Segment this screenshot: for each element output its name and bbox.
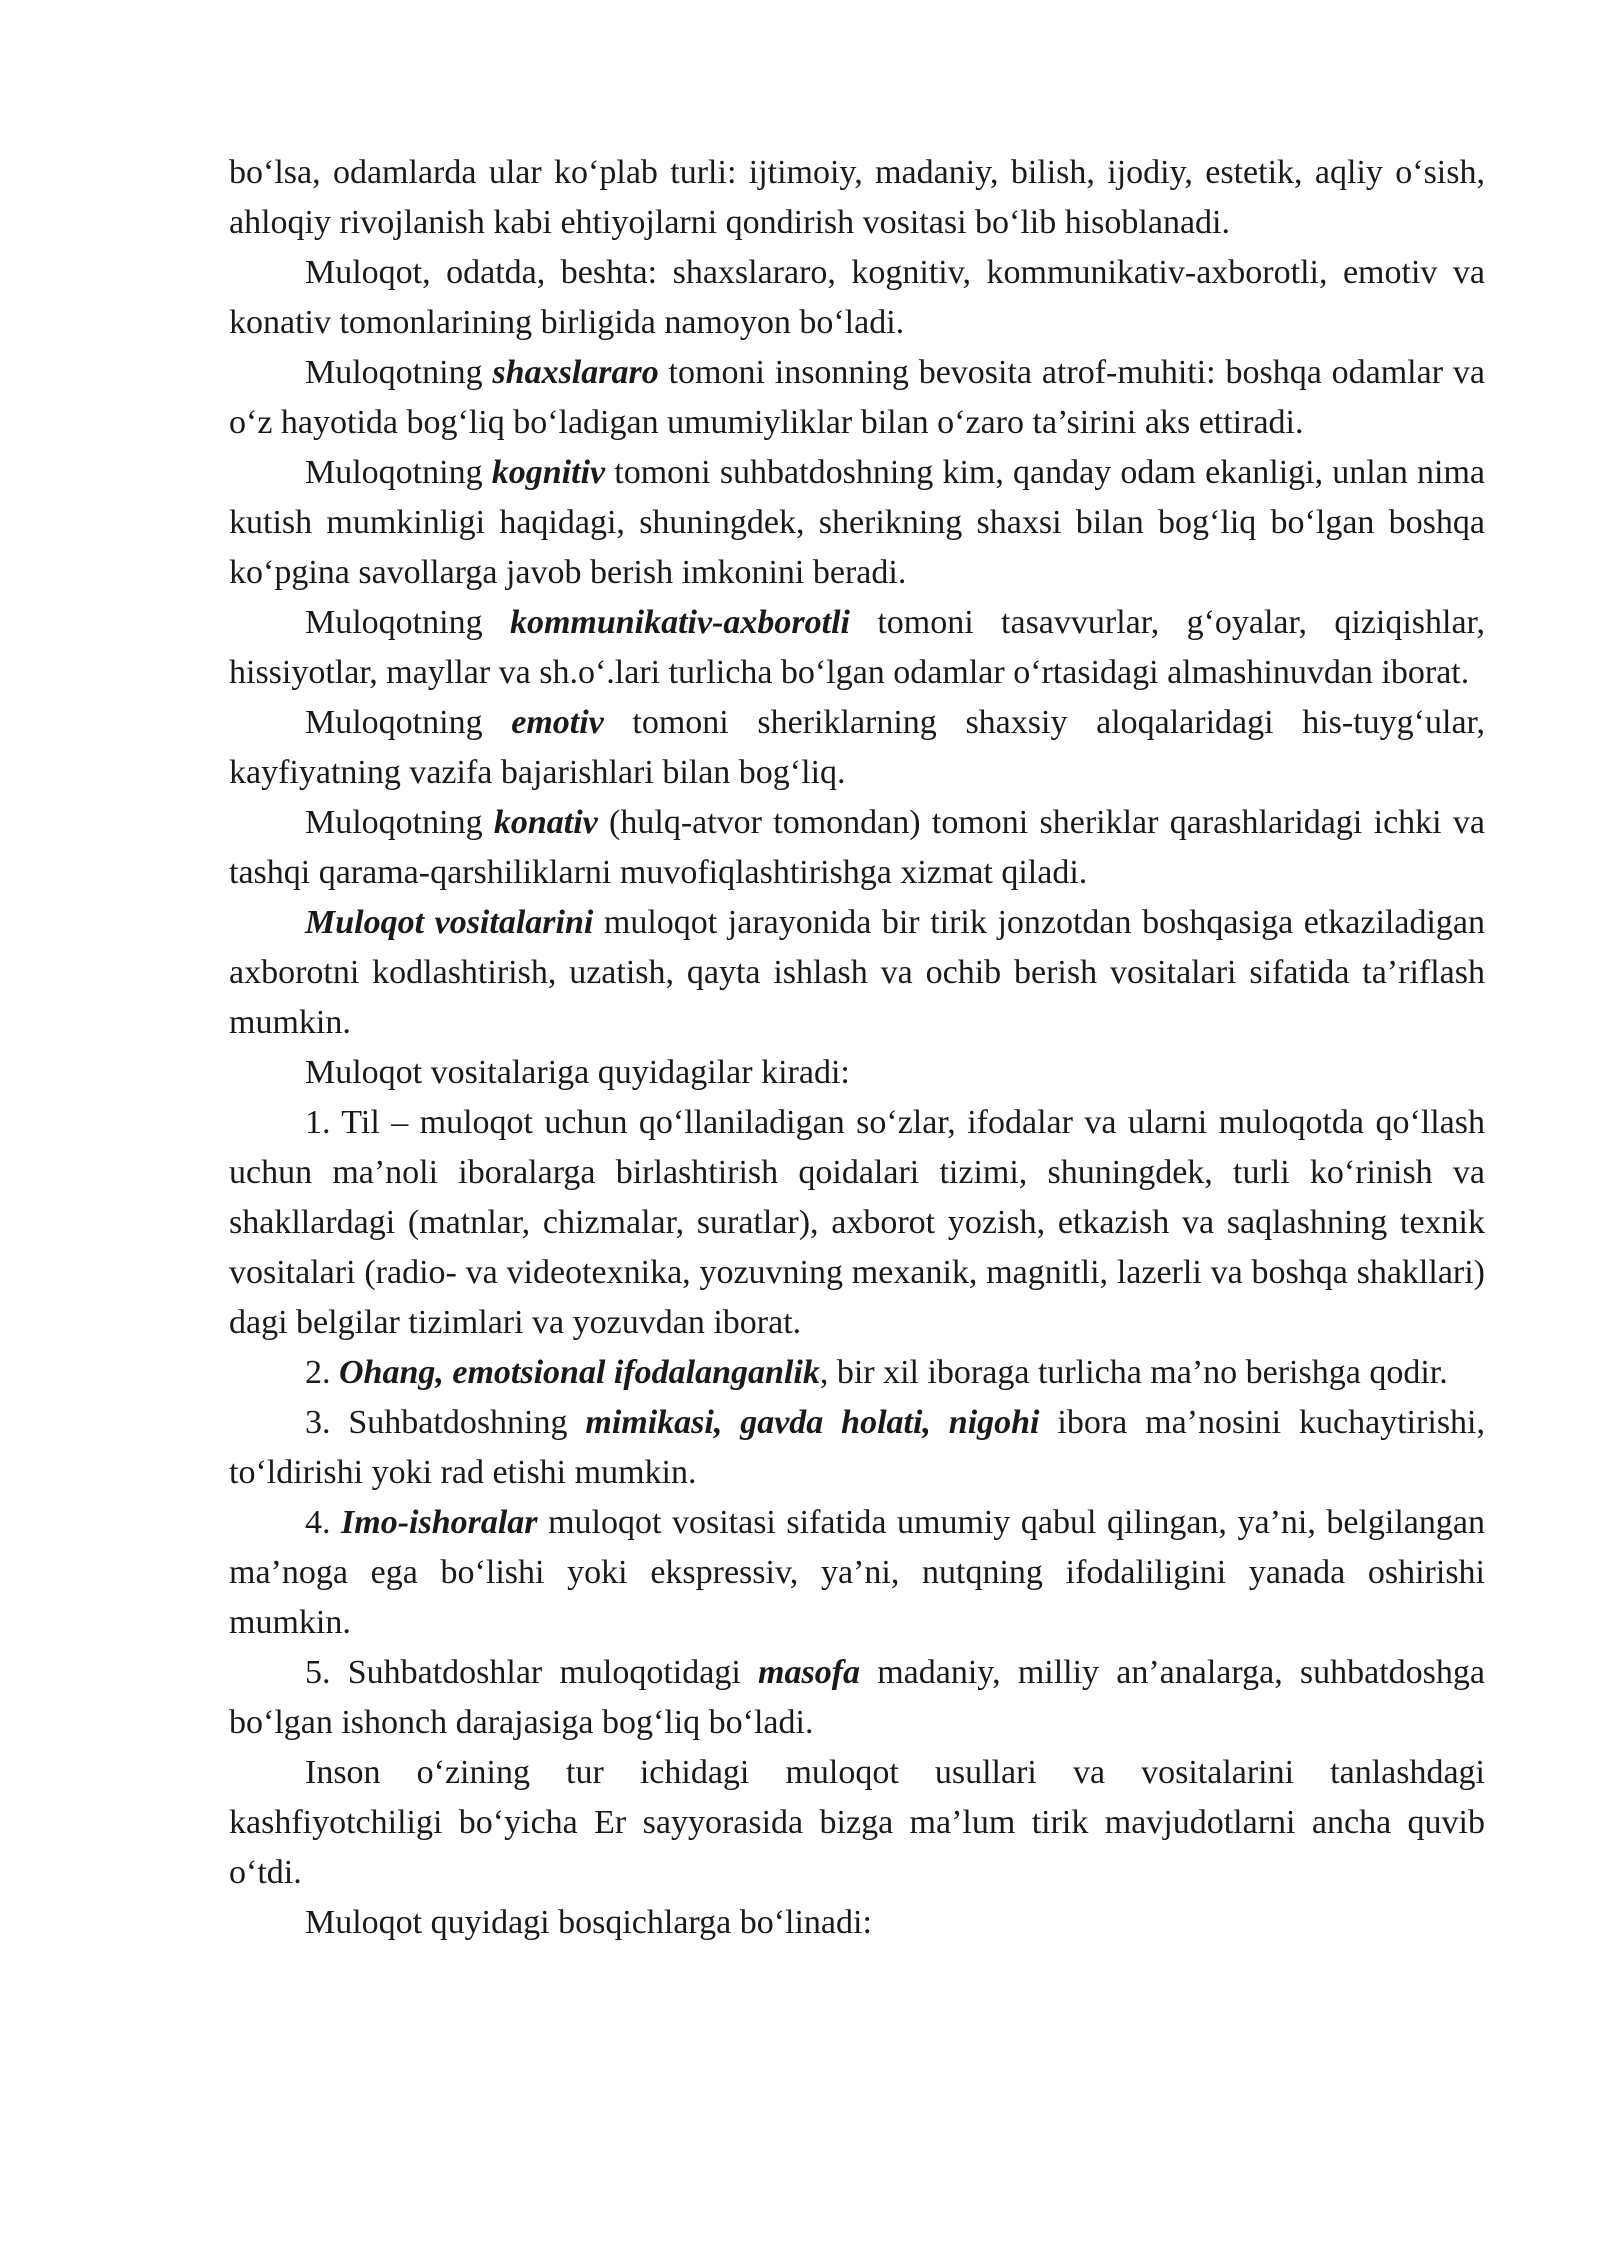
paragraph-kognitiv [229,448,1485,598]
emphasized-term: konativ [493,804,598,841]
list-item-2 [229,1348,1485,1398]
emphasized-term: Imo-ishoralar [341,1504,538,1541]
paragraph-text: tomoni insonning bevosita atrof-muhiti: boshqa odamlar va o‘z hayotida bog‘liq bo‘ladigan umumiyliklar bilan o‘zaro ta’sirini aks ettiradi. [229,354,1485,441]
emphasized-term: Muloqot vositalarini [305,904,594,941]
emphasized-term: kommunikativ-axborotli [509,604,850,641]
paragraph-vositalar-list-intro [229,1048,1485,1098]
paragraph-text: , bir xil iboraga turlicha ma’no berishga qodir. [819,1354,1448,1391]
paragraph-emotiv [229,698,1485,798]
paragraph-text: 3. Suhbatdoshning [305,1404,586,1441]
paragraph-text: 2. [305,1354,339,1391]
emphasized-term: kognitiv [491,454,606,491]
paragraph-text: bo‘lsa, odamlarda ular ko‘plab turli: ijtimoiy, madaniy, bilish, ijodiy, estetik, aqliy o‘sish, ahloqiy rivojlanish kabi ehtiyojlarni qondirish vositasi bo‘lib hisoblanadi. [229,154,1485,241]
paragraph-kommunikativ [229,598,1485,698]
paragraph-text: Muloqot vositalariga quyidagilar kiradi: [305,1054,850,1091]
paragraph-text: Muloqot, odatda, beshta: shaxslararo, kognitiv, kommunikativ-axborotli, emotiv va konativ tomonlarining birligida namoyon bo‘ladi. [229,254,1485,341]
list-item-3 [229,1398,1485,1498]
paragraph-shaxslararo [229,348,1485,448]
paragraph-text: ibora ma’nosini kuchaytirishi, to‘ldirishi yoki rad etishi mumkin. [229,1404,1485,1491]
paragraph-text: madaniy, milliy an’analarga, suhbatdoshga bo‘lgan ishonch darajasiga bog‘liq bo‘ladi. [229,1654,1486,1741]
paragraph-text: 5. Suhbatdoshlar muloqotidagi [305,1654,759,1691]
paragraph-text: 1. Til – muloqot uchun qo‘llaniladigan so‘zlar, ifodalar va ularni muloqotda qo‘llash uchun ma’noli iboralarga birlashtirish qoidalari tizimi, shuningdek, turli ko‘rinish va shakllardagi (matnlar, chizmalar, suratlar), axborot yozish, etkazish va saqlashning texnik vositalari (radio- va videotexnika, yozuvning mexanik, magnitli, lazerli va boshqa shakllari) dagi belgilar tizimlari va yozuvdan iborat. [229,1104,1485,1341]
emphasized-term: emotiv [511,704,604,741]
paragraph-text: muloqot vositasi sifatida umumiy qabul qilingan, ya’ni, belgilangan ma’noga ega bo‘lishi yoki ekspressiv, ya’ni, nutqning ifodaliligini yanada oshirishi mumkin. [229,1504,1485,1641]
list-item-4 [229,1498,1485,1648]
paragraph-text: Muloqotning [305,454,492,491]
paragraph-text: Inson o‘zining tur ichidagi muloqot usullari va vositalarini tanlashdagi kashfiyotchiligi bo‘yicha Er sayyorasida bizga ma’lum tirik mavjudotlarni ancha quvib o‘tdi. [229,1754,1485,1891]
paragraph-text: (hulq-atvor tomondan) tomoni sheriklar qarashlaridagi ichki va tashqi qarama-qarshiliklarni muvofiqlashtirishga xizmat qiladi. [229,804,1485,891]
paragraph-text: Muloqotning [305,704,512,741]
list-item-5 [229,1648,1485,1748]
paragraph-text: Muloqotning [305,804,494,841]
emphasized-term: Ohang, emotsional ifodalanganlik [339,1354,820,1391]
paragraph-muloqot-intro [229,248,1485,348]
paragraph-bosqichlar [229,1898,1485,1948]
paragraph-text: muloqot jarayonida bir tirik jonzotdan boshqasiga etkaziladigan axborotni kodlashtirish, uzatish, qayta ishlash va ochib berish vositalari sifatida ta’riflash mumkin. [229,904,1485,1041]
emphasized-term: masofa [758,1654,861,1691]
paragraph-text: Muloqotning [305,604,510,641]
paragraph-vositalar-definition [229,898,1485,1048]
list-item-1 [229,1098,1485,1348]
paragraph-text: Muloqot quyidagi bosqichlarga bo‘linadi: [305,1904,872,1941]
document-page [229,148,1485,1948]
paragraph-continuation [229,148,1485,248]
emphasized-term: mimikasi, gavda holati, nigohi [585,1404,1040,1441]
paragraph-text: tomoni suhbatdoshning kim, qanday odam ekanligi, unlan nima kutish mumkinligi haqidagi, shuningdek, sherikning shaxsi bilan bog‘liq bo‘lgan boshqa ko‘pgina savollarga javob berish imkonini beradi. [229,454,1486,591]
paragraph-text: tomoni tasavvurlar, g‘oyalar, qiziqishlar, hissiyotlar, mayllar va sh.o‘.lari turlicha bo‘lgan odamlar o‘rtasidagi almashinuvdan iborat. [229,604,1485,691]
paragraph-konativ [229,798,1485,898]
paragraph-text: tomoni sheriklarning shaxsiy aloqalaridagi his-tuyg‘ular, kayfiyatning vazifa bajarishlari bilan bog‘liq. [229,704,1485,791]
paragraph-inson [229,1748,1485,1898]
paragraph-text: Muloqotning [305,354,493,391]
emphasized-term: shaxslararo [492,354,659,391]
paragraph-text: 4. [305,1504,342,1541]
